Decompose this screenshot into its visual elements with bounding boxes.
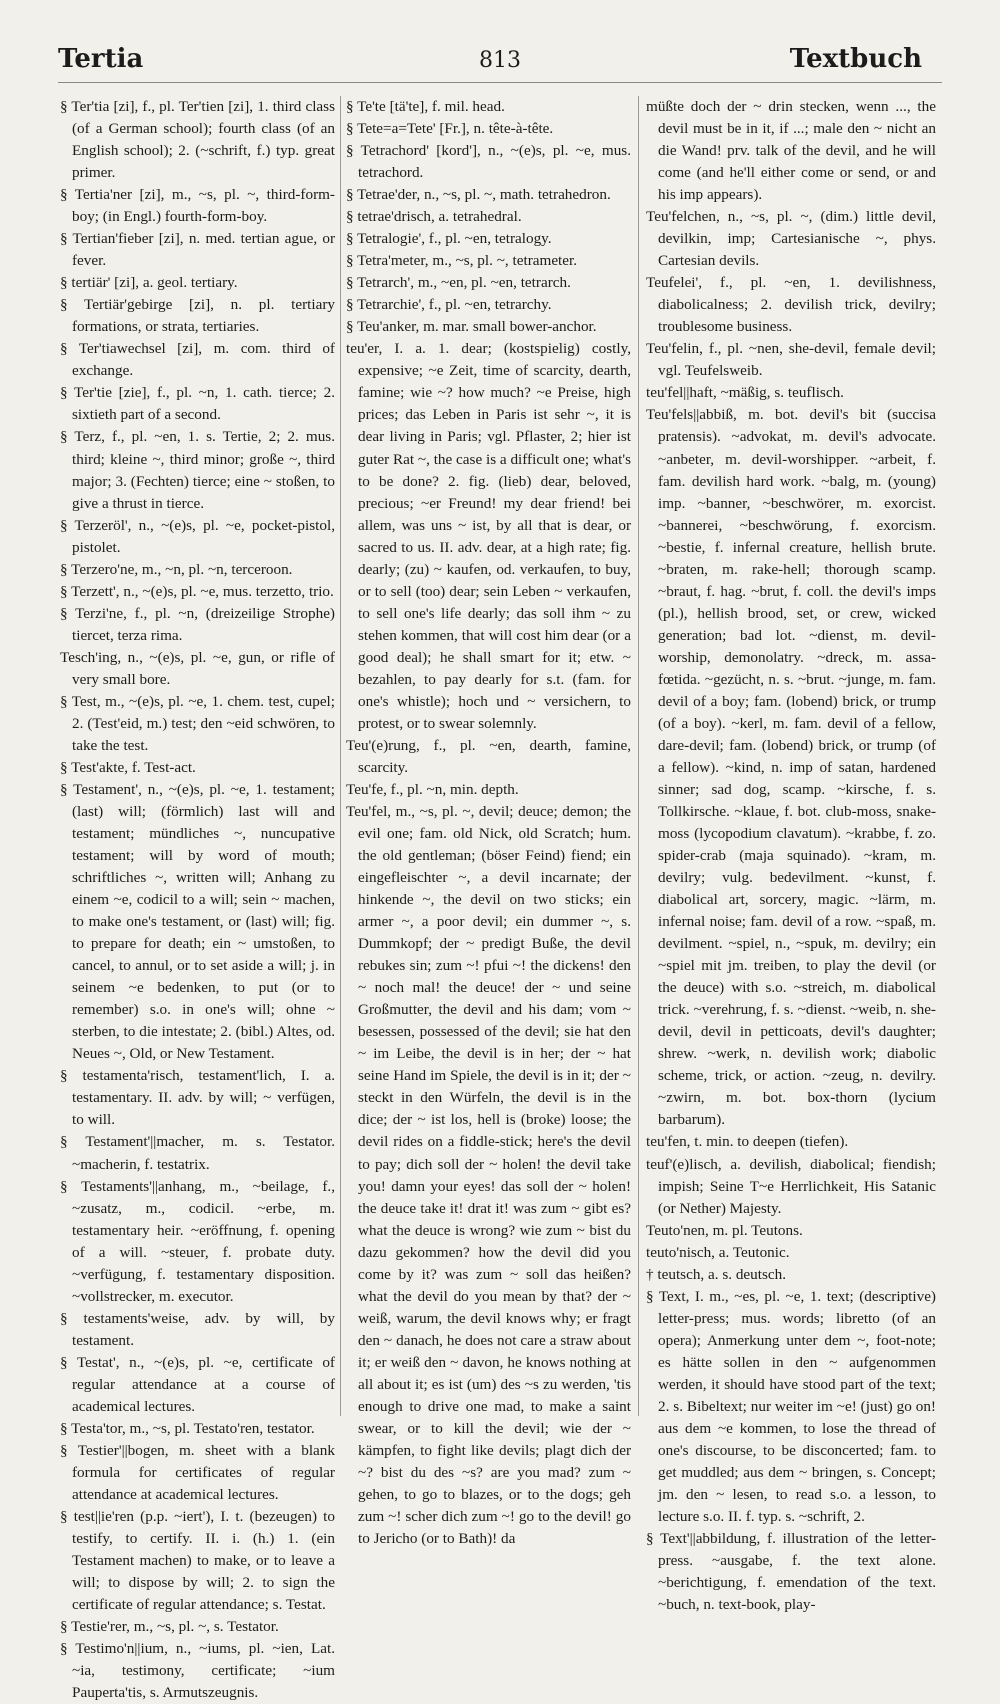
dictionary-entry: § Testaments'||anhang, m., ~beilage, f., ~zusatz, m., codicil. ~erbe, m. testamentary heir. ~eröffnung, f. opening of a will. ~steuer, f. probate duty. ~verfügung, f. testamentary disposition. ~vollstrecker, m. executor.: [60, 1177, 335, 1305]
page-number: 813: [479, 48, 521, 73]
dictionary-entry: § Terzett', n., ~(e)s, pl. ~e, mus. terzetto, trio.: [60, 582, 334, 600]
dictionary-entry: teuf'(e)lisch, a. devilish, diabolical; fiendish; impish; Seine T~e Herrlichkeit, His Satanic (or Nether) Majesty.: [646, 1155, 936, 1217]
dictionary-entry: § Terzeröl', n., ~(e)s, pl. ~e, pocket-pistol, pistolet.: [60, 516, 335, 556]
dictionary-entry: § Tetra'meter, m., ~s, pl. ~, tetrameter.: [346, 252, 578, 270]
dictionary-entry: § tertiär' [zi], a. geol. tertiary.: [60, 274, 238, 292]
dictionary-entry: § Tetrachord' [kord'], n., ~(e)s, pl. ~e, mus. tetrachord.: [346, 142, 631, 182]
dictionary-entry: § Text, I. m., ~es, pl. ~e, 1. text; (descriptive) letter-press; mus. words; libretto (of an opera); Anmerkung unter dem ~, foot-note; es hätte sollen in den ~ aufgenommen werden, it should have stood part of the text; 2. s. Bibeltext; nur weiter im ~e! (just) go on! aus dem ~e kommen, to lose the thread of one's discourse, to be disconcerted; fam. to get muddled; aus dem ~ bringen, s. Concept; jm. den ~ lesen, to read s.o. a lesson, to lecture s.o. II. f. typ. s. ~schrift, 2.: [646, 1287, 936, 1525]
column-2: [346, 96, 632, 1548]
dictionary-entry: § test||ie'ren (p.p. ~iert'), I. t. (bezeugen) to testify, to certify. II. i. (h.) 1. (ein Testament machen) to make, or to leave a will; to dispose by will; 2. to sign the certificate of regular attendance; s. Testat.: [60, 1508, 335, 1614]
dictionary-entry: § testaments'weise, adv. by will, by testament.: [60, 1309, 335, 1349]
column-divider: [340, 96, 341, 1416]
header-rule: [58, 82, 942, 83]
running-head-left: Tertia: [58, 44, 144, 74]
dictionary-entry: § Ter'tia [zi], f., pl. Ter'tien [zi], 1. third class (of a German school); fourth class (of an English school); 2. (~schrift, f.) typ. great primer.: [60, 98, 335, 182]
dictionary-entry: § Testament'||macher, m. s. Testator. ~macherin, f. testatrix.: [60, 1133, 335, 1173]
dictionary-entry: teuto'nisch, a. Teutonic.: [646, 1243, 790, 1261]
dictionary-entry: § Testie'rer, m., ~s, pl. ~, s. Testator.: [60, 1618, 279, 1636]
dictionary-entry: Teu'felchen, n., ~s, pl. ~, (dim.) little devil, devilkin, imp; Cartesianische ~, phys. Cartesian devils.: [646, 208, 936, 270]
dictionary-entry: § Tetrarchie', f., pl. ~en, tetrarchy.: [346, 296, 552, 314]
dictionary-entry: § Tete=a=Tete' [Fr.], n. tête-à-tête.: [346, 120, 554, 138]
dictionary-entry: § Testimo'n||ium, n., ~iums, pl. ~ien, Lat. ~ia, testimony, certificate; ~ium Pauperta'tis, s. Armutszeugnis.: [60, 1640, 335, 1702]
dictionary-entry: § Testier'||bogen, m. sheet with a blank formula for certificates of regular attendance at academical lectures.: [60, 1441, 335, 1503]
dictionary-entry: § Teu'anker, m. mar. small bower-anchor.: [346, 318, 597, 336]
dictionary-entry: § Tertia'ner [zi], m., ~s, pl. ~, third-form-boy; (in Engl.) fourth-form-boy.: [60, 186, 335, 226]
dictionary-entry: § Tetrarch', m., ~en, pl. ~en, tetrarch.: [346, 274, 571, 292]
dictionary-entry: Teuto'nen, m. pl. Teutons.: [646, 1221, 803, 1239]
dictionary-entry: § Terz, f., pl. ~en, 1. s. Tertie, 2; 2. mus. third; kleine ~, third minor; große ~, third major; 3. (Fechten) tierce; eine ~ stoßen, to give a thrust in tierce.: [60, 428, 335, 512]
dictionary-entry: § Text'||abbildung, f. illustration of the letter-press. ~ausgabe, f. the text alone. ~berichtigung, f. emendation of the text. ~buch, n. text-book, play-: [646, 1530, 936, 1614]
dictionary-entry: Teu'fe, f., pl. ~n, min. depth.: [346, 780, 519, 798]
dictionary-entry: § Te'te [tä'te], f. mil. head.: [346, 98, 505, 115]
dictionary-entry: § Terzi'ne, f., pl. ~n, (dreizeilige Strophe) tiercet, terza rima.: [60, 604, 335, 644]
dictionary-entry: teu'fel||haft, ~mäßig, s. teuflisch.: [646, 384, 844, 402]
dictionary-entry: § Tetrae'der, n., ~s, pl. ~, math. tetrahedron.: [346, 186, 611, 204]
dictionary-entry: § Testat', n., ~(e)s, pl. ~e, certificate of regular attendance at a course of academical lectures.: [60, 1353, 335, 1415]
dictionary-entry: § Test'akte, f. Test-act.: [60, 758, 196, 776]
column-divider: [638, 96, 639, 1416]
dictionary-entry: Teu'felin, f., pl. ~nen, she-devil, female devil; vgl. Teufelsweib.: [646, 340, 936, 380]
dictionary-entry: § testamenta'risch, testament'lich, I. a. testamentary. II. adv. by will; ~ verfügen, to will.: [60, 1067, 335, 1129]
dictionary-entry: müßte doch der ~ drin stecken, wenn ..., the devil must be in it, if ...; male den ~ nicht an die Wand! prv. talk of the devil, and he will come (and he'll either come or send, or and his imp appears).: [646, 98, 936, 204]
dictionary-entry: § Test, m., ~(e)s, pl. ~e, 1. chem. test, cupel; 2. (Test'eid, m.) test; den ~eid schwören, to take the test.: [60, 692, 335, 754]
dictionary-entry: § Ter'tiawechsel [zi], m. com. third of exchange.: [60, 340, 335, 380]
dictionary-entry: † teutsch, a. s. deutsch.: [646, 1265, 787, 1283]
dictionary-entry: § Tetralogie', f., pl. ~en, tetralogy.: [346, 230, 552, 248]
dictionary-entry: Teu'(e)rung, f., pl. ~en, dearth, famine, scarcity.: [346, 736, 631, 776]
dictionary-entry: § Tertiär'gebirge [zi], n. pl. tertiary formations, or strata, tertiaries.: [60, 296, 335, 336]
dictionary-entry: § Testa'tor, m., ~s, pl. Testato'ren, testator.: [60, 1419, 315, 1437]
dictionary-entry: § Ter'tie [zie], f., pl. ~n, 1. cath. tierce; 2. sixtieth part of a second.: [60, 384, 335, 424]
dictionary-entry: § Tertian'fieber [zi], n. med. tertian ague, or fever.: [60, 230, 335, 270]
dictionary-entry: Tesch'ing, n., ~(e)s, pl. ~e, gun, or rifle of very small bore.: [60, 648, 335, 688]
dictionary-entry: Teu'fels||abbiß, m. bot. devil's bit (succisa pratensis). ~advokat, m. devil's advocate. ~anbeter, m. devil-worshipper. ~arbeit, f. fam. devilish hard work. ~balg, m. (young) imp. ~banner, ~beschwörer, m. exorcist. ~bannerei, ~beschwörung, f. exorcism. ~bestie, f. infernal creature, hellish brute. ~braten, m. rake-hell; thorough scamp. ~braut, f. hag. ~brut, f. coll. the devil's imps (pl.), hellish brood, set, or crew, wicked generation; bad lot. ~dienst, m. devil-worship, demonolatry. ~dreck, m. assa-fœtida. ~gezücht, n. s. ~brut. ~junge, m. fam. devil of a boy; fam. (lobend) brick, or trump (of a boy). ~kerl, m. fam. devil of a fellow, dare-devil; fam. (lobend) brick, or trump (of a fellow). ~kind, n. imp of satan, hardened sinner; sad dog, scamp. ~kirsche, f. s. Tollkirsche. ~klaue, f. bot. club-moss, snake-moss (lycopodium clavatum). ~krabbe, f. zo. spider-crab (maja squinado). ~kram, m. devilry; vulg. bedevilment. ~kunst, f. diabolical art, sorcery, magic. ~lärm, m. infernal noise; fam. devil of a row. ~spaß, m. devilment. ~spiel, n., ~spuk, m. devilry; ein ~spiel mit jm. treiben, to play the devil (or the deuce) with s.o. ~streich, m. diabolical trick. ~verehrung, f. s. ~dienst. ~weib, n. she-devil, devil in petticoats, devil's daughter; shrew. ~werk, n. devilish work; diabolic scheme, trick, or action. ~zeug, n. devilry. ~zwirn, m. bot. box-thorn (lycium barbarum).: [646, 406, 936, 1129]
dictionary-entry: § Terzero'ne, m., ~n, pl. ~n, terceroon.: [60, 560, 293, 578]
dictionary-entry: teu'fen, t. min. to deepen (tiefen).: [646, 1133, 849, 1151]
dictionary-entry: § Testament', n., ~(e)s, pl. ~e, 1. testament; (last) will; (förmlich) last will and testament; mündliches ~, nuncupative testament; will by word of mouth; schriftliches ~, written will; Anhang zu einem ~e, codicil to a will; sein ~ machen, to make one's testament, or (last) will; fig. to prepare for death; ein ~ umstoßen, to cancel, to annul, or to set aside a will; j. in seinem ~e bedenken, to put (or to remember) s.o. in one's will; ohne ~ sterben, to die intestate; 2. (bibl.) Altes, od. Neues ~, Old, or New Testament.: [60, 780, 335, 1063]
dictionary-entry: Teu'fel, m., ~s, pl. ~, devil; deuce; demon; the evil one; fam. old Nick, old Scratch; hum. the old gentleman; (böser Feind) fiend; ein eingefleischter ~, a devil incarnate; der hinkende ~, the devil on two sticks; ein armer ~, a poor devil; ein dummer ~, s. Dummkopf; der ~ predigt Buße, the devil rebukes sin; zum ~! pfui ~! the dickens! den ~ noch mal! the deuce! der ~ und seine Großmutter, the devil and his dam; vom ~ besessen, possessed of the devil; sie hat den ~ im Leibe, the devil is in her; der ~ hat seine Hand im Spiele, the devil is in it; der ~ steckt in den Würfeln, the devil is in the dice; der ~ ist los, hell is (broke) loose; the devil rides on a fiddle-stick; here's the devil to pay; dich soll der ~ holen! the devil take you! damn your eyes! das soll der ~ holen! the deuce take it! drat it! was zum ~ gibt es? what the deuce is wrong? wie zum ~ bist du dazu gekommen? how the devil did you come by it? was zum ~ soll das heißen? what the devil do you mean by that? der ~ weiß, warum, the devil knows why; er fragt den ~ danach, he does not care a straw about it; er weiß den ~ davon, he knows nothing at all about it; es ist (um) des ~s zu werden, 'tis enough to drive one mad, to make a saint swear, or to kill the devil; wie der ~ kämpfen, to fight like devils; plagt dich der ~? bist du des ~s? are you mad? zum ~ gehen, to go to blazes, or to the dogs; geh zum ~! scher dich zum ~! go to the devil! go to Jericho (or to Bath)! da: [346, 803, 631, 1548]
running-head-right: Textbuch: [789, 44, 922, 74]
dictionary-entry: § tetrae'drisch, a. tetrahedral.: [346, 208, 522, 226]
column-1: [60, 96, 335, 1702]
dictionary-entry: Teufelei', f., pl. ~en, 1. devilishness, diabolicalness; 2. devilish trick, devilry; troublesome business.: [646, 274, 936, 336]
column-3: [646, 96, 936, 1614]
dictionary-entry: teu'er, I. a. 1. dear; (kostspielig) costly, expensive; ~e Zeit, time of scarcity, dearth, famine; wie ~? how much? ~e Preise, high prices; das Leben in Paris ist sehr ~, it is dear living in Paris; vgl. Pflaster, 2; hier ist guter Rat ~, the case is a difficult one; what's to be done? 2. fig. (lieb) dear, beloved, precious; ~er Freund! my dear friend! bei allem, was uns ~ ist, by all that is dear, or sacred to us. II. adv. dear, at a high rate; fig. dearly; (zu) ~ kaufen, od. verkaufen, to buy, or to sell (too) dear; sein Leben ~ verkaufen, to sell one's life dearly; das soll ihm ~ zu stehen kommen, that will cost him dear (or a good deal); he shall smart for it; etw. ~ bezahlen, to pay dearly for s.t. (fam. for one's whistle); hoch und ~ versichern, to protest, or to swear solemnly.: [346, 340, 632, 732]
